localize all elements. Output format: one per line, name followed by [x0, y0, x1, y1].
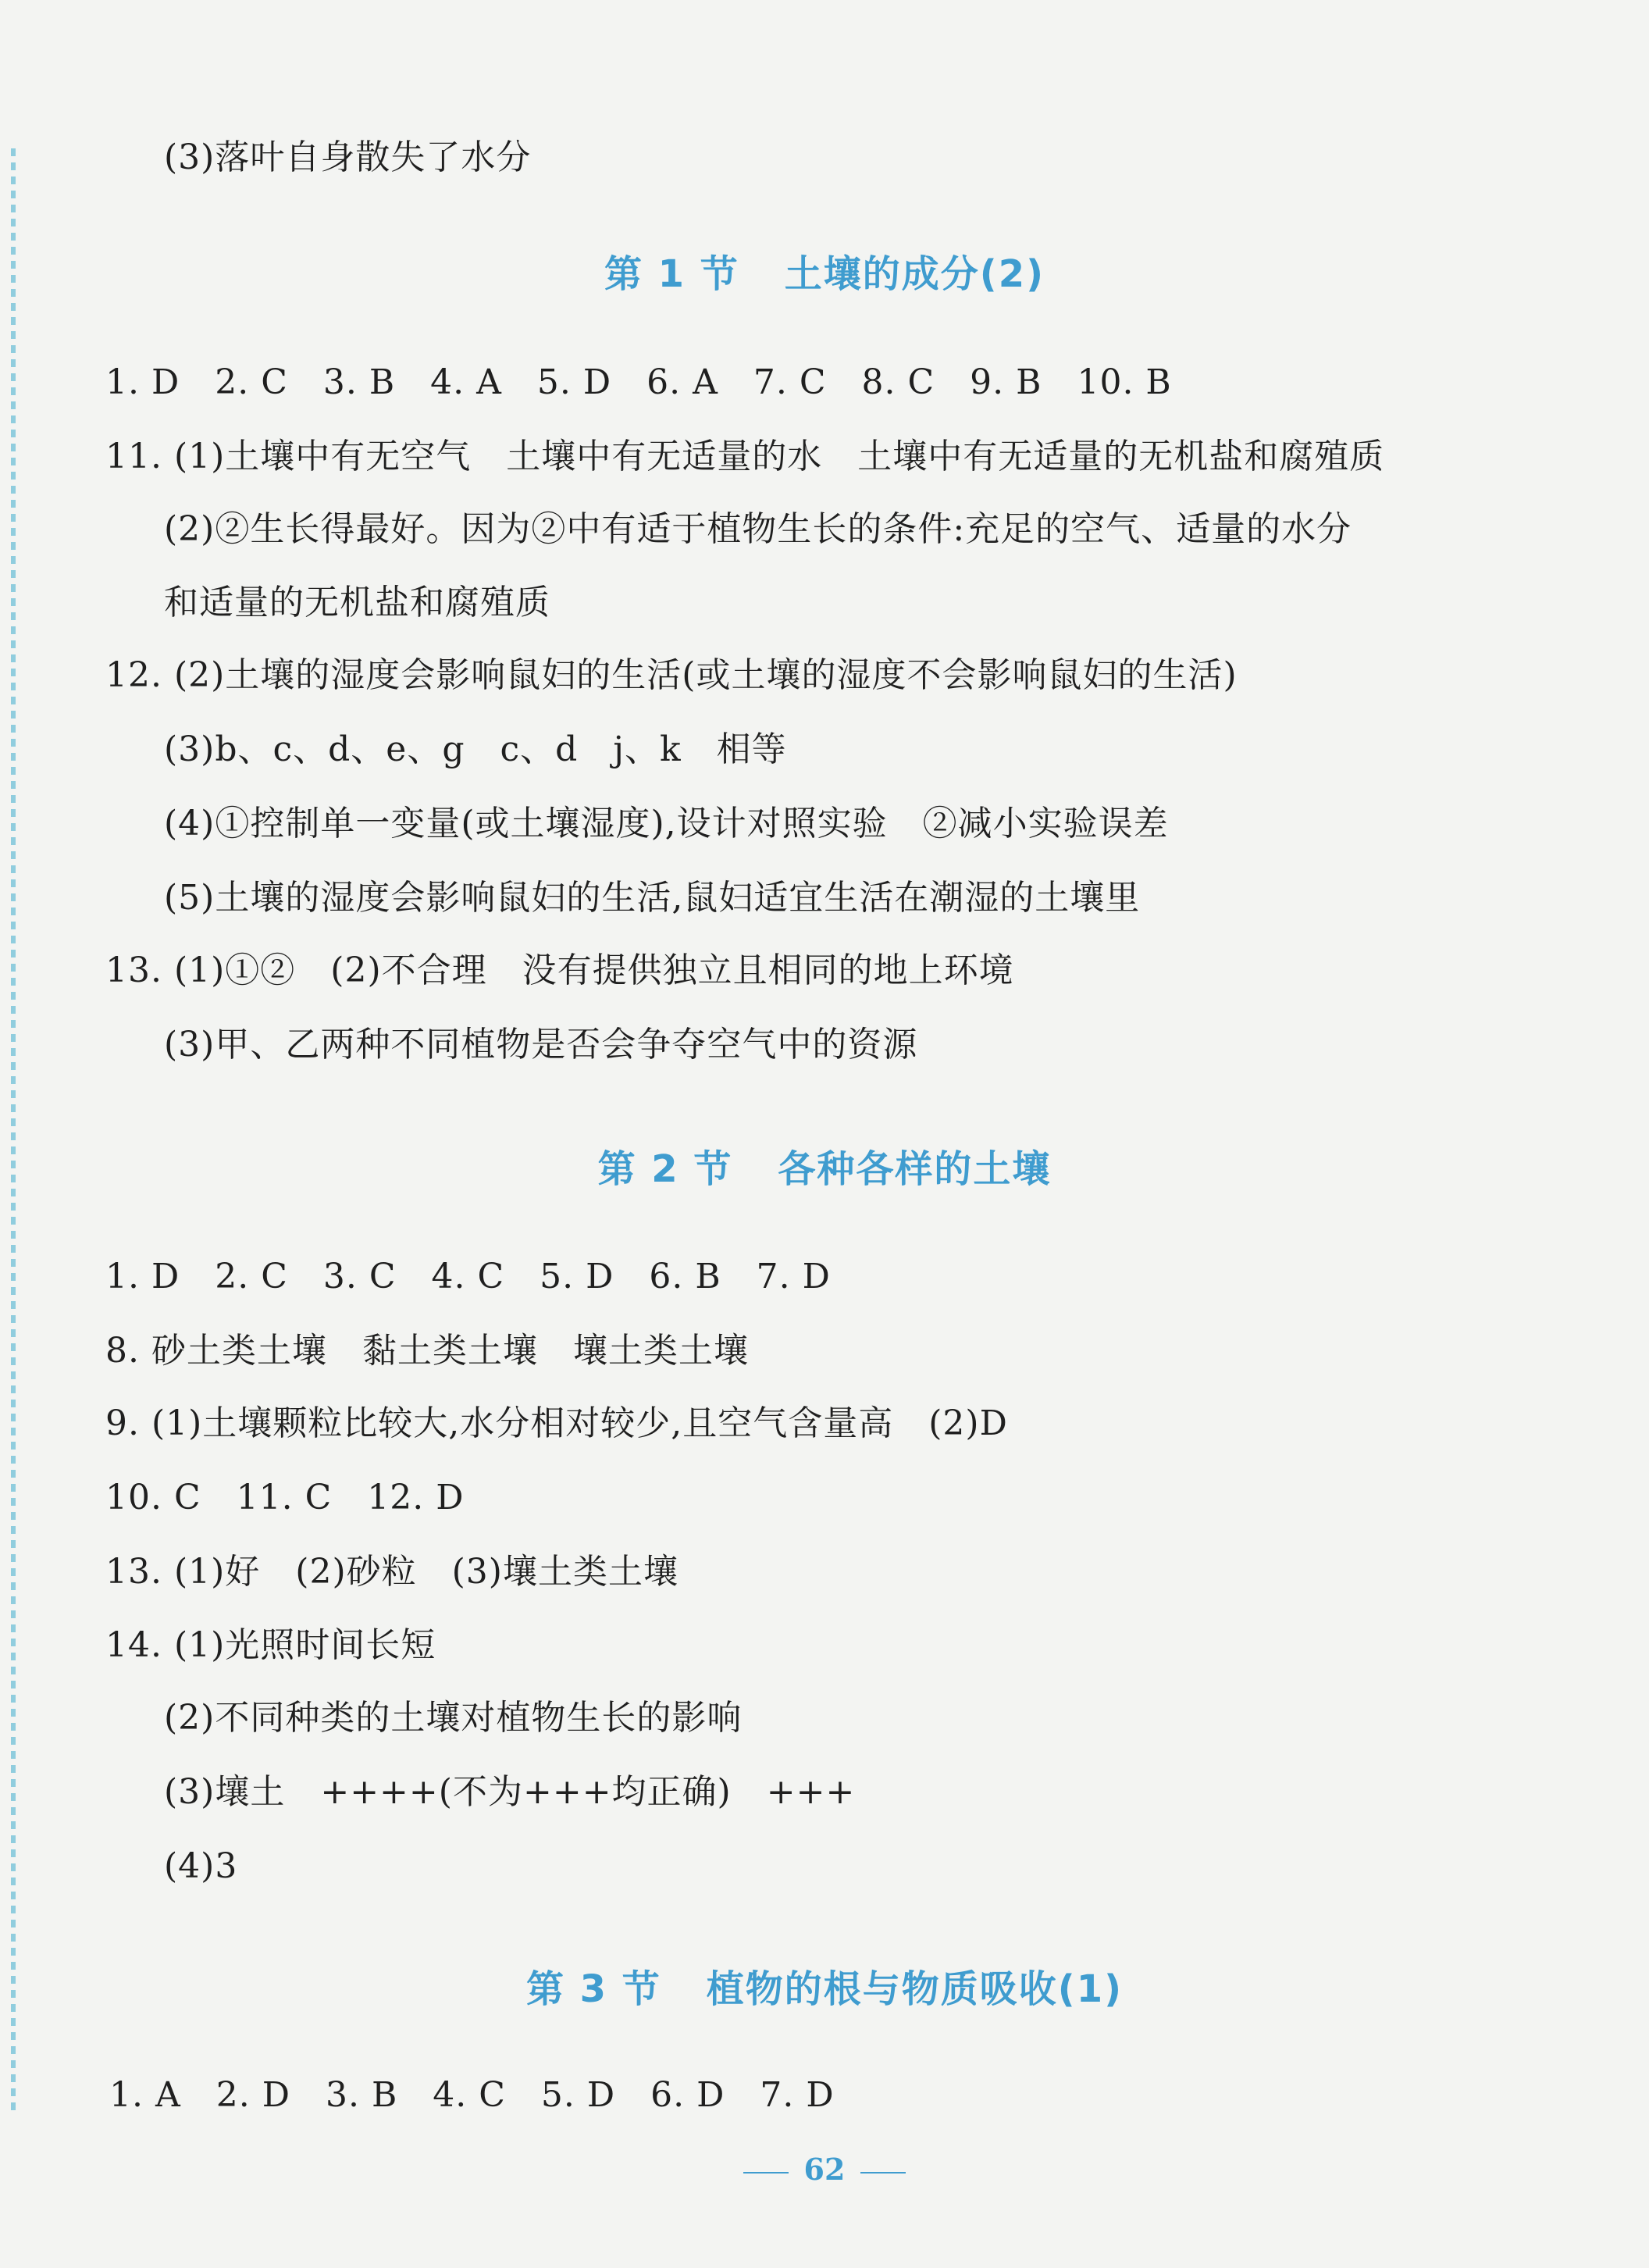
footer-dash	[860, 2172, 906, 2174]
section-label: 第 3 节	[525, 1967, 661, 2011]
answer-line: (3)落叶自身散失了水分	[164, 137, 532, 177]
answer-line: (2)②生长得最好。因为②中有适于植物生长的条件:充足的空气、适量的水分	[164, 509, 1352, 549]
section-title: 植物的根与物质吸收(1)	[706, 1967, 1124, 2011]
answer-line: 和适量的无机盐和腐殖质	[164, 583, 550, 622]
answer-line: 13. (1)①② (2)不合理 没有提供独立且相同的地上环境	[105, 950, 1014, 990]
answer-line: 11. (1)土壤中有无空气 土壤中有无适量的水 土壤中有无适量的无机盐和腐殖质	[105, 437, 1385, 476]
section-heading-1	[0, 244, 1649, 298]
section-title: 土壤的成分(2)	[784, 252, 1045, 296]
section-label: 第 1 节	[604, 252, 739, 296]
section-heading-3	[0, 1959, 1649, 2013]
answer-line: 13. (1)好 (2)砂粒 (3)壤土类土壤	[105, 1552, 678, 1592]
answer-line: (2)不同种类的土壤对植物生长的影响	[164, 1698, 743, 1738]
answer-line: 1. D 2. C 3. C 4. C 5. D 6. B 7. D	[105, 1257, 831, 1296]
answer-line: (3)甲、乙两种不同植物是否会争夺空气中的资源	[164, 1025, 918, 1064]
answer-line: 10. C 11. C 12. D	[105, 1478, 465, 1517]
answer-line: (4)3	[164, 1846, 238, 1886]
section-title: 各种各样的土壤	[778, 1147, 1052, 1191]
page-number: 62	[803, 2152, 846, 2187]
answer-line: 1. D 2. C 3. B 4. A 5. D 6. A 7. C 8. C 9. B 10. B	[105, 362, 1172, 402]
answer-line: 14. (1)光照时间长短	[105, 1625, 436, 1665]
answer-line: 9. (1)土壤颗粒比较大,水分相对较少,且空气含量高 (2)D	[105, 1403, 1008, 1443]
answer-line: 12. (2)土壤的湿度会影响鼠妇的生活(或土壤的湿度不会影响鼠妇的生活)	[105, 655, 1238, 695]
page-footer	[0, 2152, 1649, 2187]
answer-line: 8. 砂土类土壤 黏土类土壤 壤土类土壤	[105, 1331, 749, 1371]
answer-line: 1. A 2. D 3. B 4. C 5. D 6. D 7. D	[109, 2075, 835, 2115]
answer-line: (3)壤土 ++++(不为+++均正确) +++	[164, 1772, 856, 1812]
answer-line: (5)土壤的湿度会影响鼠妇的生活,鼠妇适宜生活在潮湿的土壤里	[164, 878, 1141, 918]
answer-line: (3)b、c、d、e、g c、d j、k 相等	[164, 729, 787, 769]
answer-line: (4)①控制单一变量(或土壤湿度),设计对照实验 ②减小实验误差	[164, 804, 1169, 843]
footer-dash	[743, 2172, 789, 2174]
section-label: 第 2 节	[597, 1147, 733, 1191]
dotted-margin-line	[11, 148, 16, 2116]
section-heading-2	[0, 1139, 1649, 1193]
